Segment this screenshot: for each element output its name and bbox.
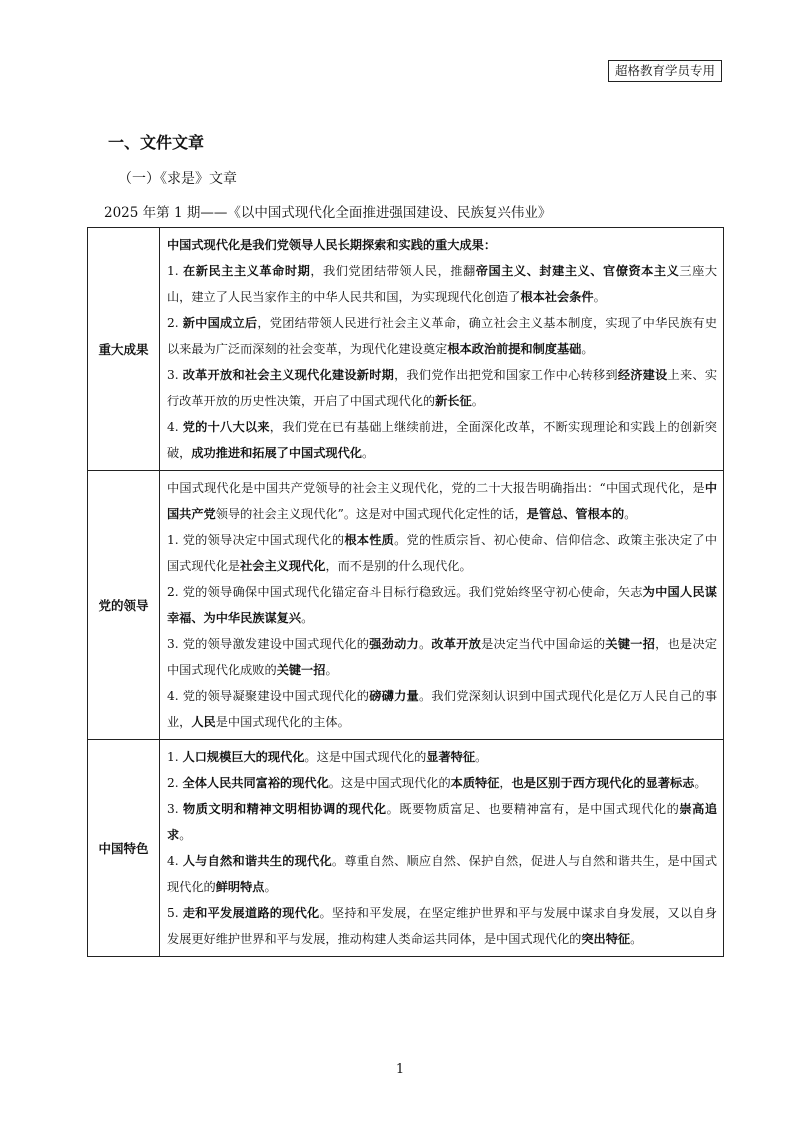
body-text: 4. 党的领导凝聚建设中国式现代化的 xyxy=(167,689,370,703)
body-text: 1. 党的领导决定中国式现代化的 xyxy=(167,533,345,547)
content-paragraph xyxy=(167,258,717,310)
content-table xyxy=(87,227,724,957)
watermark-stamp: 超格教育学员专用 xyxy=(608,60,722,82)
emphasis-text: 帝国主义、封建主义、官僚资本主义 xyxy=(475,264,680,278)
content-paragraph xyxy=(167,683,717,735)
emphasis-text: 物质文明和精神文明相协调的现代化 xyxy=(183,802,387,816)
content-paragraph xyxy=(167,900,717,952)
emphasis-text: 新长征 xyxy=(435,394,472,408)
body-text: 。 xyxy=(362,446,375,460)
body-text: 。 xyxy=(471,394,484,408)
emphasis-text: 磅礴力量 xyxy=(369,689,419,703)
body-text: 。坚持和平发展，在坚定维护世界和平与发展中谋求自身发展，又以自身发展更好维护世界和平与发展，推动构建人类命运共同体，是中国式现代化的 xyxy=(167,906,717,946)
emphasis-text: 也是区别于西方现代化的显著标志 xyxy=(511,776,695,790)
emphasis-text: 改革开放和社会主义现代化建设新时期 xyxy=(182,368,395,382)
emphasis-text: 根本社会条件 xyxy=(520,290,594,304)
body-text: 。 xyxy=(624,507,637,521)
row-content xyxy=(160,228,724,471)
body-text: 。 xyxy=(630,932,643,946)
row-content xyxy=(160,471,724,740)
emphasis-text: 人与自然和谐共生的现代化 xyxy=(182,854,332,868)
content-paragraph xyxy=(167,631,717,683)
emphasis-text: 人口规模巨大的现代化 xyxy=(182,750,305,764)
body-text: ，我们党在已有基础上继续前进，全面深化改革，不断实现理论和实践上的创新突破， xyxy=(167,420,717,460)
emphasis-text: 是管总、管根本的 xyxy=(526,507,625,521)
content-paragraph xyxy=(167,232,717,258)
row-label: 党的领导 xyxy=(88,471,160,740)
body-text: 4. xyxy=(167,420,183,434)
emphasis-text: 为中国人民谋幸福、为中华民族谋复兴 xyxy=(167,585,717,625)
section-heading: 一、文件文章 xyxy=(108,133,205,152)
content-paragraph xyxy=(167,362,717,414)
body-text: 。 xyxy=(418,637,432,651)
row-label: 重大成果 xyxy=(88,228,160,471)
body-text: 1. xyxy=(167,264,184,278)
content-paragraph xyxy=(167,848,717,900)
body-text: 三座大山，建立了人民当家作主的中华人民共和国，为实现现代化创造了 xyxy=(167,264,718,304)
body-text: 4. xyxy=(167,854,183,868)
row-label: 中国特色 xyxy=(88,740,160,957)
body-text: 1. xyxy=(167,750,183,764)
body-text: 5. xyxy=(167,906,183,920)
emphasis-text: 突出特征 xyxy=(581,932,631,946)
emphasis-text: 关键一招 xyxy=(276,663,326,677)
body-text: 。 xyxy=(475,750,488,764)
body-text: ，也是决定中国式现代化成败的 xyxy=(167,637,718,677)
issue-title: 2025 年第 1 期——《以中国式现代化全面推进强国建设、民族复兴伟业》 xyxy=(104,205,552,221)
content-paragraph xyxy=(167,744,717,770)
body-text: 。 xyxy=(264,880,277,894)
content-paragraph xyxy=(167,796,717,848)
body-text: ，我们党团结带领人民，推翻 xyxy=(310,264,476,278)
body-text: 3. xyxy=(167,802,184,816)
emphasis-text: 社会主义现代化 xyxy=(240,559,326,573)
emphasis-text: 根本政治前提和制度基础 xyxy=(447,342,582,356)
body-text: 上来、实行改革开放的历史性决策，开启了中国式现代化的 xyxy=(167,368,718,408)
body-text: 是决定当代中国命运的 xyxy=(481,637,606,651)
body-text: 。 xyxy=(593,290,606,304)
emphasis-text: 在新民主主义革命时期 xyxy=(183,264,311,278)
body-text: 。 xyxy=(581,342,594,356)
emphasis-text: 全体人民共同富裕的现代化 xyxy=(182,776,329,790)
body-text: 。 xyxy=(301,611,314,625)
body-text: 3. 党的领导激发建设中国式现代化的 xyxy=(167,637,370,651)
emphasis-text: 党的十八大以来 xyxy=(182,420,270,434)
body-text: 。尊重自然、顺应自然、保护自然，促进人与自然和谐共生，是中国式现代化的 xyxy=(167,854,718,894)
body-text: ，我们党作出把党和国家工作中心转移到 xyxy=(394,368,618,382)
emphasis-text: 中国式现代化是我们党领导人民长期探索和实践的重大成果： xyxy=(167,238,497,252)
page-number: 1 xyxy=(395,1062,405,1077)
content-paragraph xyxy=(167,579,717,631)
body-text: 。 xyxy=(179,828,192,842)
emphasis-text: 根本性质 xyxy=(344,533,395,547)
emphasis-text: 强劲动力 xyxy=(369,637,419,651)
body-text: 。我们党深刻认识到中国式现代化是亿万人民自己的事业， xyxy=(167,689,718,729)
emphasis-text: 人民 xyxy=(191,715,216,729)
body-text: 3. xyxy=(167,368,183,382)
body-text: 。 xyxy=(325,663,338,677)
emphasis-text: 崇高追求 xyxy=(167,802,718,842)
body-text: ，党团结带领人民进行社会主义革命，确立社会主义基本制度，实现了中华民族有史以来最为广泛而深刻的社会变革，为现代化建设奠定 xyxy=(167,316,718,356)
emphasis-text: 经济建设 xyxy=(617,368,668,382)
emphasis-text: 本质特征 xyxy=(450,776,500,790)
subsection-heading: （一）《求是》文章 xyxy=(118,171,237,187)
emphasis-text: 新中国成立后 xyxy=(182,316,258,330)
body-text: 是中国式现代化的主体。 xyxy=(215,715,350,729)
body-text: 。党的性质宗旨、初心使命、信仰信念、政策主张决定了中国式现代化是 xyxy=(167,533,718,573)
content-paragraph xyxy=(167,770,717,796)
content-paragraph xyxy=(167,475,717,527)
table-row xyxy=(88,471,724,740)
body-text: 2. xyxy=(167,316,183,330)
emphasis-text: 改革开放 xyxy=(431,637,482,651)
body-text: 2. xyxy=(167,776,183,790)
emphasis-text: 走和平发展道路的现代化 xyxy=(182,906,320,920)
body-text: ，而不是别的什么现代化。 xyxy=(325,559,472,573)
emphasis-text: 关键一招 xyxy=(605,637,656,651)
body-text: 中国式现代化是中国共产党领导的社会主义现代化，党的二十大报告明确指出：“中国式现代化，是 xyxy=(167,481,705,495)
body-text: 2. 党的领导确保中国式现代化锚定奋斗目标行稳致远。我们党始终坚守初心使命，矢志 xyxy=(167,585,643,599)
emphasis-text: 中国共产党 xyxy=(167,481,717,521)
emphasis-text: 鲜明特点 xyxy=(215,880,265,894)
table-row xyxy=(88,228,724,471)
row-content xyxy=(160,740,724,957)
body-text: 领导的社会主义现代化”。这是对中国式现代化定性的话， xyxy=(215,507,527,521)
content-paragraph xyxy=(167,527,717,579)
table-row xyxy=(88,740,724,957)
emphasis-text: 显著特征 xyxy=(426,750,476,764)
emphasis-text: 成功推进和拓展了中国式现代化 xyxy=(191,446,362,460)
body-text: 。 xyxy=(694,776,707,790)
body-text: 。既要物质富足、也要精神富有，是中国式现代化的 xyxy=(386,802,680,816)
content-paragraph xyxy=(167,310,717,362)
body-text: ， xyxy=(499,776,512,790)
body-text: 。这是中国式现代化的 xyxy=(304,750,427,764)
body-text: 。这是中国式现代化的 xyxy=(328,776,451,790)
content-paragraph xyxy=(167,414,717,466)
